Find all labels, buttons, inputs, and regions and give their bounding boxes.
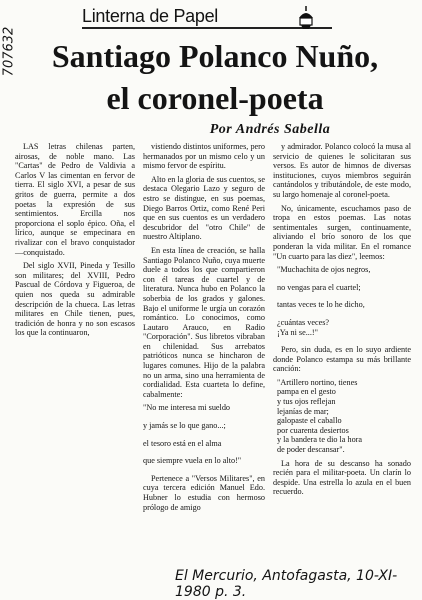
handwritten-reference	[1, 12, 17, 92]
paragraph: Del siglo XVII, Pineda y Tesillo son militares; del XVIII, Pedro Pascual de Córdova y Figueroa, de quien nos queda su admirable descripción de la chueca. Las letras militares en Chile tienen, pues, tradición de honra y no son escasos los que la continuaron,	[15, 261, 135, 338]
paragraph: No, únicamente, escuchamos paso de tropa en estos poemas. Las notas sentimentales surgen, continuamente, aliviando el brío sonoro de los que ponderan la vida militar. En el romance "Un cuarto para las diez", leemos:	[273, 203, 411, 261]
verse-line: el tesoro está en el alma	[143, 438, 222, 448]
column-header	[82, 6, 322, 26]
paragraph: y admirador. Polanco colocó la musa al servicio de quienes le solicitaran sus versos. Es autor de himnos de diversas instituciones, cuyos miembros seguirán cantándolos y tributándole, de este modo, su largo homenaje al coronel-poeta.	[273, 142, 411, 199]
article-column-1	[15, 142, 135, 342]
verse-line: ¿cuántas veces?	[277, 317, 330, 327]
lamp-icon	[292, 4, 320, 32]
verse-line: ¡Ya ni se...!"	[277, 327, 318, 337]
paragraph: En esta línea de creación, se halla Santiago Polanco Nuño, cuya muerte duele a todos los que compartieron con él tareas de cuartel y de literatura. Nunca hubo en Polanco la soberbia de los grados y galones. Bajo el uniforme le urgía un corazón romántico. Lo conocimos, como Lautaro Arauco, en Radio "Corporación". Sus libretos vibraban en chilenidad. Sus arrebatos patrióticos nunca se hincharon de lugares comunes. Hijo de la palabra no un arma, sino una herramienta de cordialidad. Esta cuarteta lo define, cabalmente:	[143, 245, 265, 399]
verse-line: y jamás se lo que gano...;	[143, 421, 226, 431]
verse-block	[273, 378, 411, 455]
page-number: p. 3.	[215, 584, 247, 600]
reference-number: 707632	[1, 26, 17, 77]
verse-line: "Artillero nortino, tienes	[277, 377, 358, 387]
paragraph: Pertenece a "Versos Militares", en cuya tercera edición Manuel Edo. Hubner lo estudia con hermoso prólogo de amigo	[143, 473, 265, 512]
paragraph: Pero, sin duda, es en lo suyo ardiente donde Polanco estampa su más brillante canción:	[273, 345, 411, 374]
byline: Por Andrés Sabella	[209, 122, 331, 137]
verse-line: y tus ojos reflejan	[277, 397, 336, 407]
verse-block	[273, 265, 411, 337]
verse-line: no vengas para el cuartel;	[277, 282, 361, 292]
paragraph: LAS letras chilenas parten, airosas, de noble mano. Las "Cartas" de Pedro de Valdivia a Carlos V las cimentan en fervor de tierra. El siglo XVI, a pesar de sus gritos de guerra, permite a dos poetas la expresión de sus sentimientos. Ercilla nos proporciona el soplo épico. Oña, el lírico, aunque se empecinara en rivalizar con el bravo conquistador —conquistado.	[15, 142, 135, 257]
source-note: El Mercurio, Antofagasta, 10-XI-1980	[175, 568, 398, 600]
article-column-2	[143, 142, 265, 516]
headline-line-1: Santiago Polanco Nuño,	[51, 38, 379, 74]
verse-block	[143, 403, 265, 465]
verse-line: "Muchachita de ojos negros,	[277, 265, 371, 275]
verse-line: y la bandera te dio la hora	[277, 435, 363, 445]
verse-line: por cuarenta desiertos	[277, 425, 349, 435]
paragraph: Alto en la gloria de sus cuentos, se destaca Olegario Lazo y seguro de estro se distingue, en sus poemas, Diego Barros Ortiz, como René Peri que en sus cuentos es un verdadero descubridor del "otro Chile" de nuestro Altiplano.	[143, 174, 265, 242]
verse-line: que siempre vuela en lo alto!"	[143, 456, 242, 466]
article-column-3	[273, 142, 411, 501]
headline-line-2: el coronel-poeta	[106, 80, 324, 116]
verse-line: "No me interesa mi sueldo	[143, 403, 231, 413]
handwritten-source	[175, 568, 415, 600]
verse-line: tantas veces te lo he dicho,	[277, 300, 365, 310]
paragraph: vistiendo distintos uniformes, pero hermanados por un mismo celo y un mismo fervor de espíritu.	[143, 142, 265, 171]
verse-line: lejanías de mar;	[277, 406, 329, 416]
verse-line: galopaste el caballo	[277, 416, 342, 426]
column-title: Linterna de Papel	[82, 6, 219, 26]
verse-line: pampa en el gesto	[277, 387, 336, 397]
verse-line: de poder descansar".	[277, 445, 345, 455]
paragraph: La hora de su descanso ha sonado recién para el militar-poeta. Un clarín lo despide. Una estrella lo azula en el buen recuerdo.	[273, 458, 411, 497]
